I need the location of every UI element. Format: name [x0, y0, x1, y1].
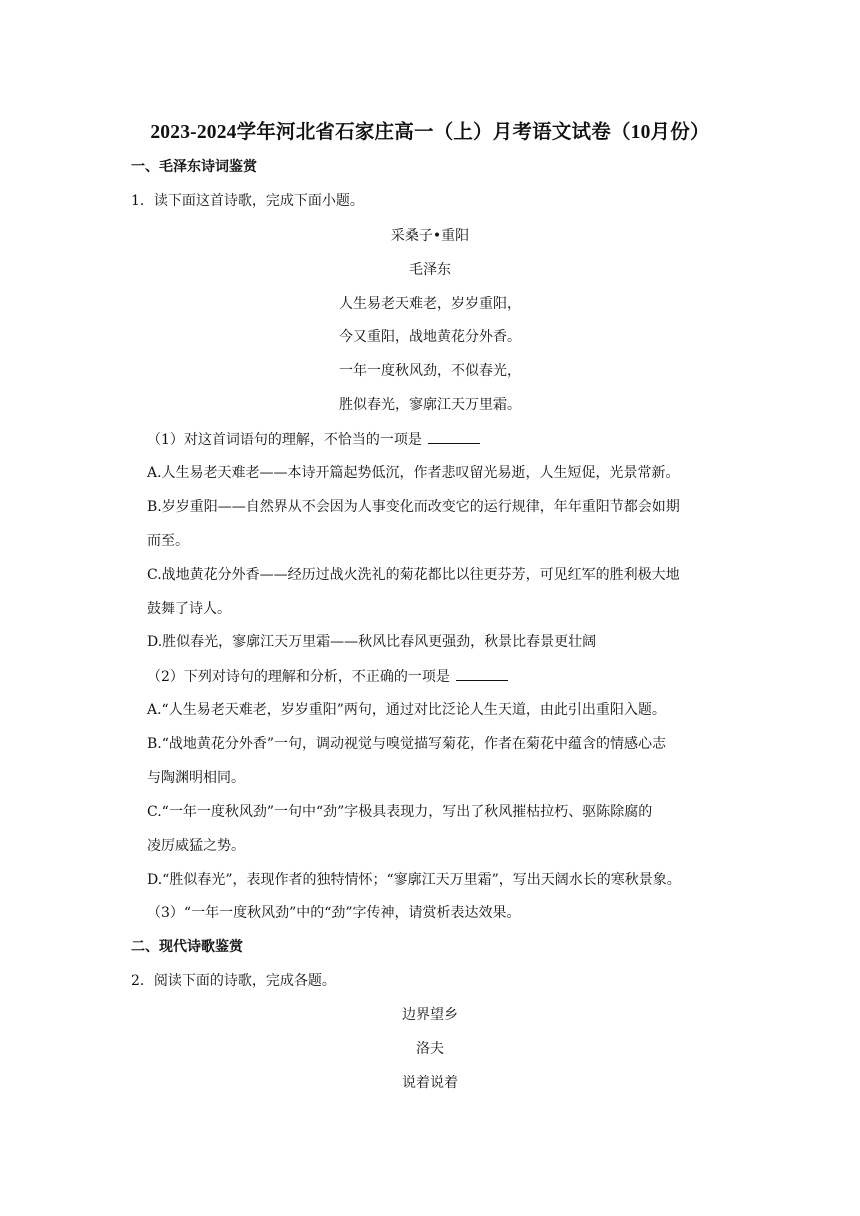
option-line: C.战地黄花分外香——经历过战火洗礼的菊花都比以往更芬芳，可见红军的胜利极大地	[147, 567, 680, 583]
poem-1-line: 人生易老天难老，岁岁重阳，	[339, 296, 521, 312]
subquestion-2-stem-row	[147, 666, 508, 687]
section-heading-2: 二、现代诗歌鉴赏	[131, 939, 243, 955]
option-line: 而至。	[147, 533, 189, 549]
subquestion-3-stem: （3）“一年一度秋风劲”中的“劲”字传神，请赏析表达效果。	[147, 905, 521, 921]
subquestion-2-stem: （2）下列对诗句的理解和分析，不正确的一项是	[147, 669, 450, 685]
option-line: 鼓舞了诗人。	[147, 601, 231, 617]
poem-2-title: 边界望乡	[402, 1007, 458, 1023]
answer-blank	[456, 666, 508, 681]
poem-1-line: 一年一度秋风劲，不似春光，	[339, 363, 521, 379]
option-line: 与陶渊明相同。	[147, 770, 245, 786]
poem-1-author: 毛泽东	[409, 262, 451, 278]
poem-1-line: 胜似春光，寥廓江天万里霜。	[339, 397, 521, 413]
option-line: A.“人生易老天难老，岁岁重阳”两句，通过对比泛论人生天道，由此引出重阳入题。	[147, 702, 666, 718]
option-line: A.人生易老天难老——本诗开篇起势低沉，作者悲叹留光易逝，人生短促，光景常新。	[147, 465, 680, 481]
option-line: D.胜似春光，寥廓江天万里霜——秋风比春风更强劲，秋景比春景更壮阔	[147, 634, 597, 650]
question-1-intro: 1．读下面这首诗歌，完成下面小题。	[131, 193, 364, 209]
question-2-intro: 2．阅读下面的诗歌，完成各题。	[131, 973, 336, 989]
option-line: B.岁岁重阳——自然界从不会因为人事变化而改变它的运行规律，年年重阳节都会如期	[147, 499, 680, 515]
option-line: D.“胜似春光”，表现作者的独特情怀；“寥廓江天万里霜”，写出天阔水长的寒秋景象。	[147, 872, 681, 888]
poem-2-author: 洛夫	[416, 1041, 444, 1057]
answer-blank	[428, 429, 480, 444]
option-line: 凌厉威猛之势。	[147, 838, 245, 854]
section-heading-1: 一、毛泽东诗词鉴赏	[131, 159, 257, 175]
subquestion-1-stem-row	[147, 429, 480, 450]
option-line: C.“一年一度秋风劲”一句中“劲”字极具表现力，写出了秋风摧枯拉朽、驱陈除腐的	[147, 804, 653, 820]
poem-1-line: 今又重阳，战地黄花分外香。	[339, 329, 521, 345]
poem-1-title: 采桑子•重阳	[390, 228, 470, 244]
option-line: B.“战地黄花分外香”一句，调动视觉与嗅觉描写菊花，作者在菊花中蕴含的情感心志	[147, 736, 667, 752]
poem-2-line: 说着说着	[402, 1075, 458, 1091]
subquestion-1-stem: （1）对这首词语句的理解，不恰当的一项是	[147, 432, 422, 448]
exam-title: 2023-2024学年河北省石家庄高一（上）月考语文试卷（10月份）	[150, 122, 710, 143]
